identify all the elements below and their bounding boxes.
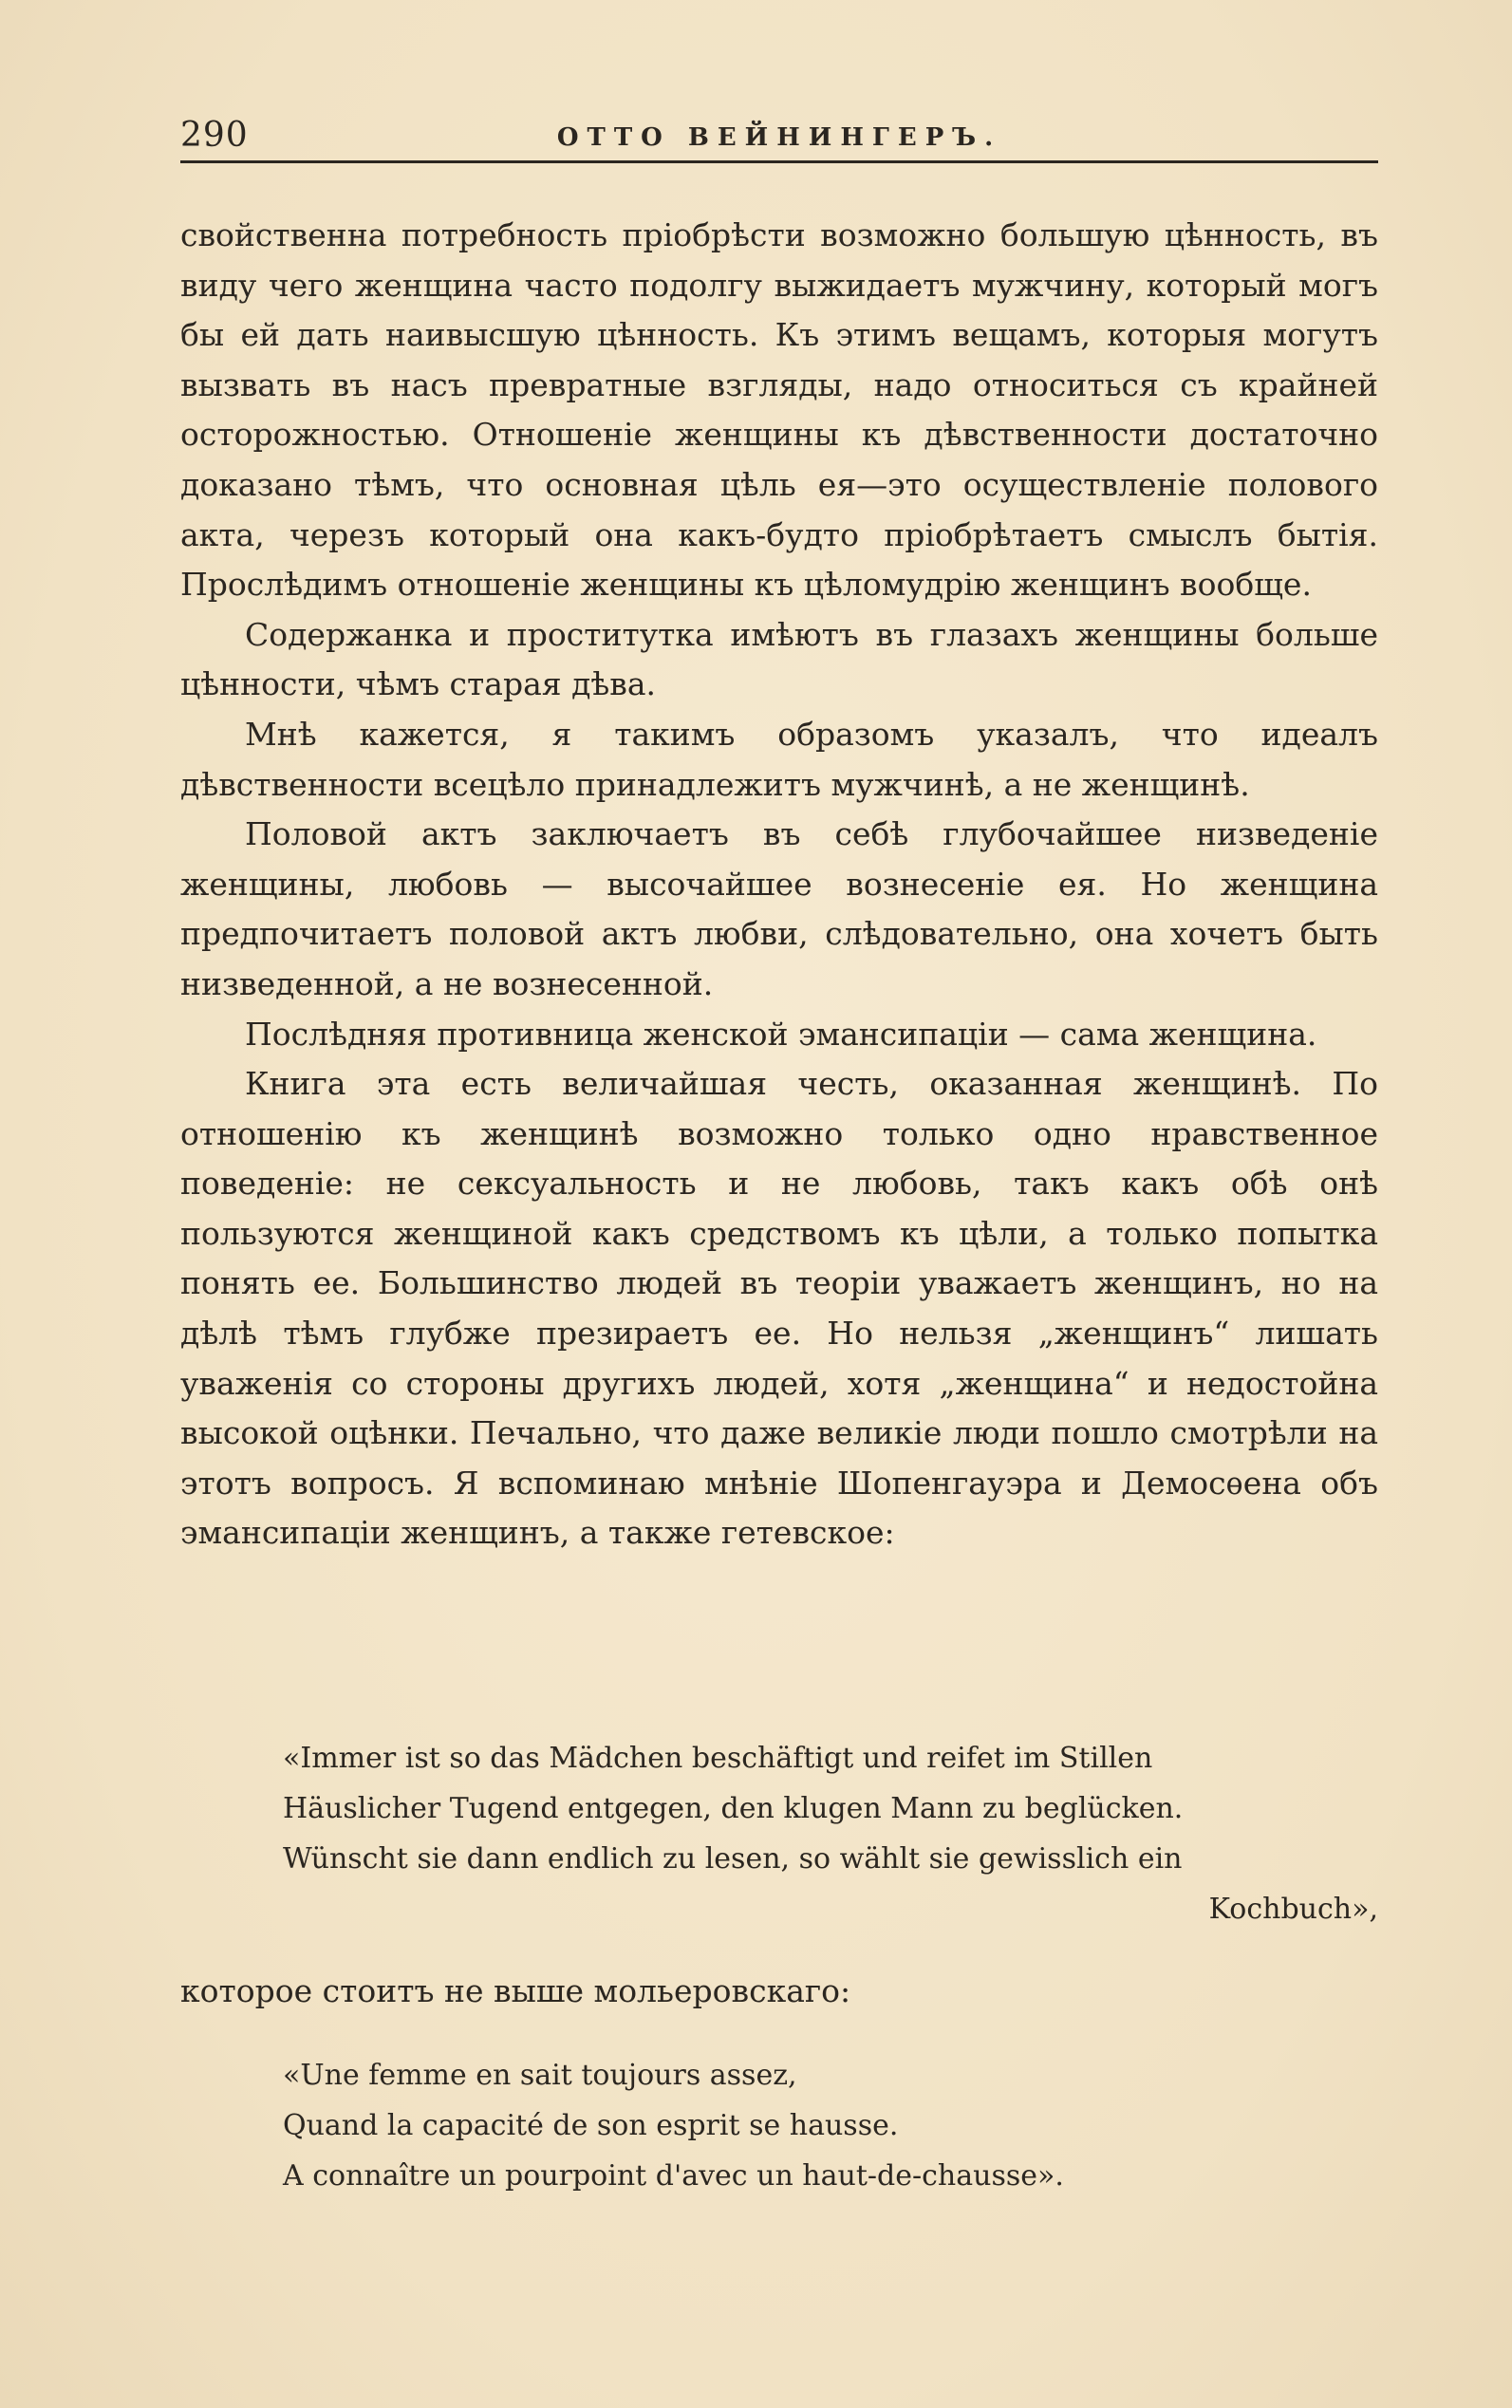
paragraph: Послѣдняя противница женской эмансипаціи — сама женщина.	[245, 1015, 1317, 1053]
page-header	[180, 112, 1378, 159]
verse-line: Häuslicher Tugend entgegen, den klugen Mann zu beglücken.	[283, 1792, 1184, 1825]
verse-line: A connaître un pourpoint d'avec un haut-de-chausse».	[283, 2159, 1064, 2193]
header-rule	[180, 160, 1378, 163]
paragraph: Книга эта есть величайшая честь, оказанная женщинѣ. По отношенію къ женщинѣ возможно только одно нравственное поведеніе: не сексуальность и не любовь, такъ какъ обѣ онѣ пользуются женщиной какъ средствомъ къ цѣли, а только попытка понять ее. Большинство людей въ теоріи уважаетъ женщинъ, но на дѣлѣ тѣмъ глубже презираетъ ее. Но нельзя „женщинъ“ лишать уваженія со стороны другихъ людей, хотя „женщина“ и недостойна высокой оцѣнки. Печально, что даже великіе люди пошло смотрѣли на этотъ вопросъ. Я вспоминаю мнѣніе Шопенгауэра и Демосѳена объ эмансипаціи женщинъ, а также гетевское:	[180, 1065, 1378, 1552]
verse-line: Kochbuch»,	[1208, 1893, 1378, 1926]
running-head: ОТТО ВЕЙНИНГЕРЪ.	[556, 123, 1002, 152]
goethe-quotation	[283, 1733, 1378, 1934]
verse-line: «Immer ist so das Mädchen beschäftigt und reifet im Stillen	[283, 1742, 1153, 1775]
moliere-quotation	[283, 2050, 1378, 2201]
verse-line: Quand la capacité de son esprit se hausse.	[283, 2109, 899, 2142]
verse-line: «Une femme en sait toujours assez,	[283, 2059, 797, 2092]
verse-line: Wünscht sie dann endlich zu lesen, so wählt sie gewisslich ein	[283, 1842, 1183, 1876]
page-number: 290	[180, 116, 249, 155]
paragraph: свойственна потребность пріобрѣсти возможно большую цѣнность, въ виду чего женщина часто подолгу выжидаетъ мужчину, который могъ бы ей дать наивысшую цѣнность. Къ этимъ вещамъ, которыя могутъ вызвать въ насъ превратные взгляды, надо относиться съ крайней осторожностью. Отношеніе женщины къ дѣвственности достаточно доказано тѣмъ, что основная цѣль ея—это осуществленіе полового акта, черезъ который она какъ-будто пріобрѣтаетъ смыслъ бытія. Прослѣдимъ отношеніе женщины къ цѣломудрію женщинъ вообще.	[180, 216, 1378, 604]
paragraph: Содержанка и проститутка имѣютъ въ глазахъ женщины больше цѣнности, чѣмъ старая дѣва.	[180, 615, 1378, 703]
body-text	[180, 211, 1378, 1559]
paragraph: Мнѣ кажется, я такимъ образомъ указалъ, что идеалъ дѣвственности всецѣло принадлежитъ мужчинѣ, а не женщинѣ.	[180, 715, 1378, 803]
connector-text: которое стоитъ не выше мольеровскаго:	[180, 1972, 851, 2009]
paragraph: Половой актъ заключаетъ въ себѣ глубочайшее низведеніе женщины, любовь — высочайшее вознесеніе ея. Но женщина предпочитаетъ половой актъ любви, слѣдовательно, она хочетъ быть низведенной, а не вознесенной.	[180, 815, 1378, 1002]
